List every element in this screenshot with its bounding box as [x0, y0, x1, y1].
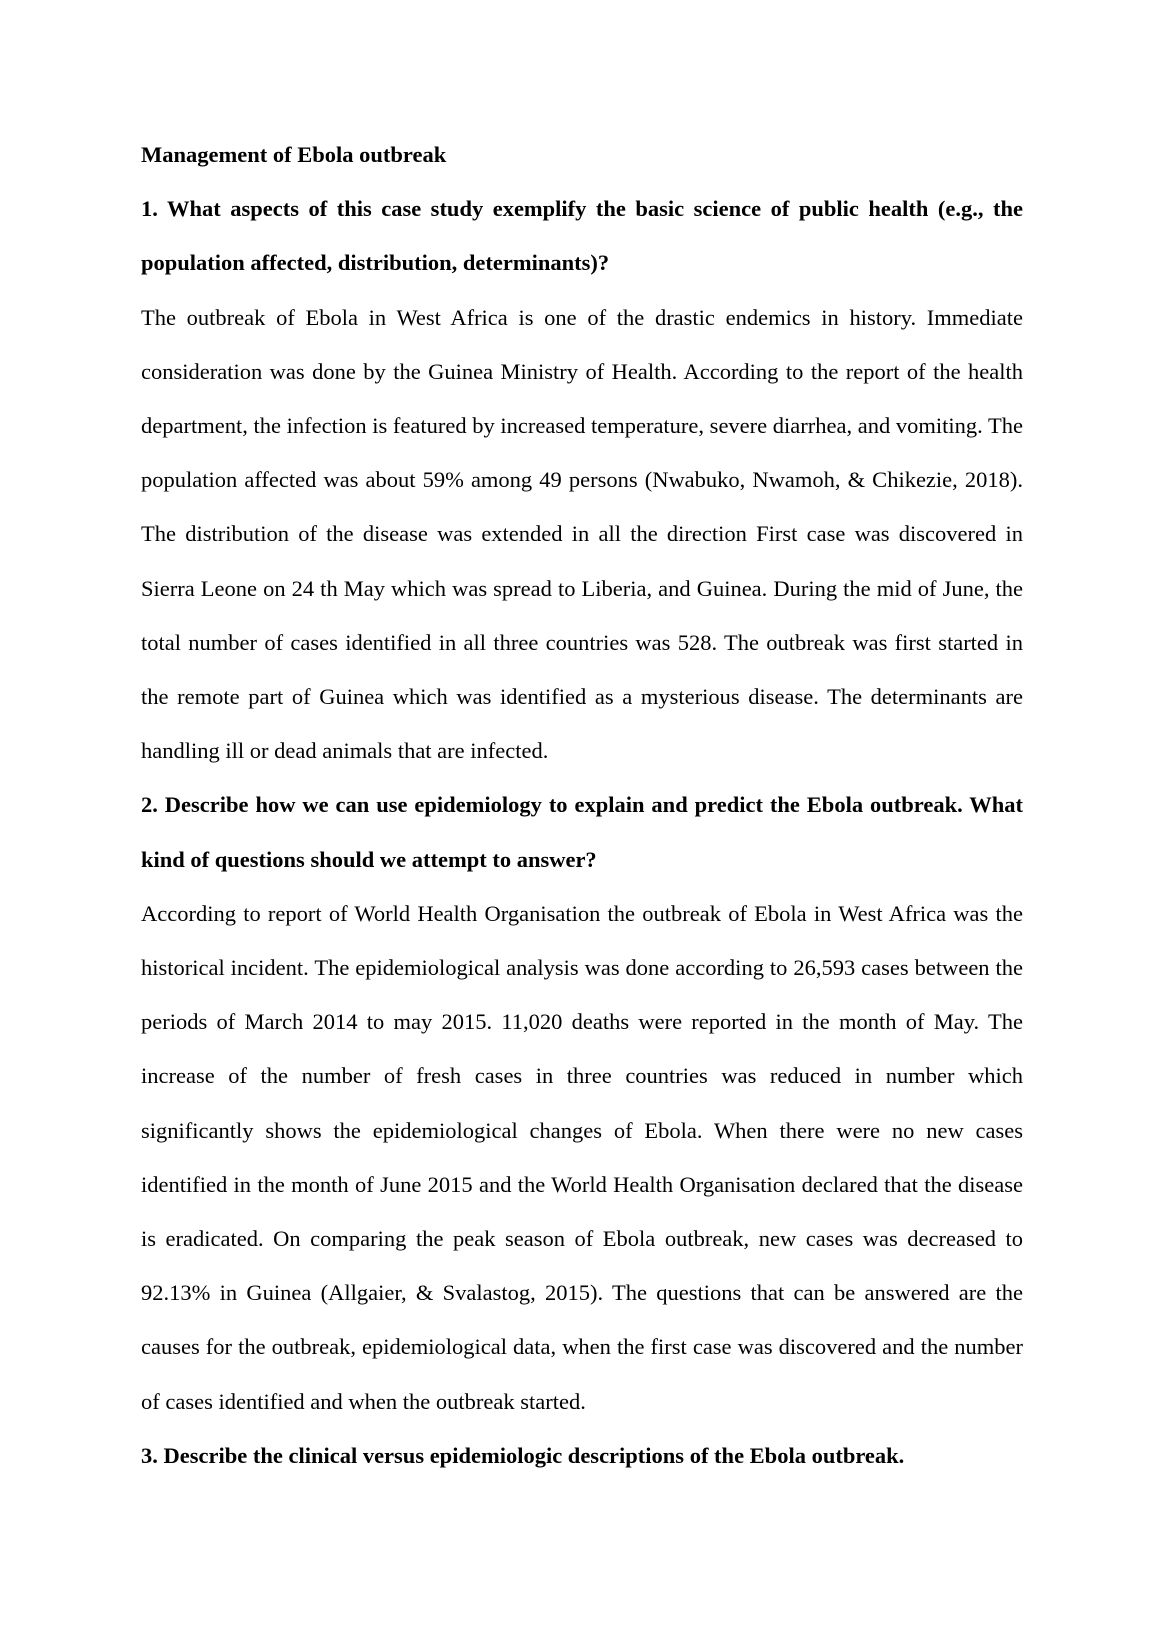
answer-2: According to report of World Health Organisation the outbreak of Ebola in West Africa was the historical incident. The epidemiological analysis was done according to 26,593 cases between the periods of March 2014 to may 2015. 11,020 deaths were reported in the month of May. The increase of the number of fresh cases in three countries was reduced in number which significantly shows the epidemiological changes of Ebola. When there were no new cases identified in the month of June 2015 and the World Health Organisation declared that the disease is eradicated. On comparing the peak season of Ebola outbreak, new cases was decreased to 92.13% in Guinea (Allgaier, & Svalastog, 2015). The questions that can be answered are the causes for the outbreak, epidemiological data, when the first case was discovered and the number of cases identified and when the outbreak started.	[141, 900, 1023, 1414]
answer-1: The outbreak of Ebola in West Africa is one of the drastic endemics in history. Immediate consideration was done by the Guinea Ministry of Health. According to the report of the health department, the infection is featured by increased temperature, severe diarrhea, and vomiting. The population affected was about 59% among 49 persons (Nwabuko, Nwamoh, & Chikezie, 2018). The distribution of the disease was extended in all the direction First case was discovered in Sierra Leone on 24 th May which was spread to Liberia, and Guinea. During the mid of June, the total number of cases identified in all three countries was 528. The outbreak was first started in the remote part of Guinea which was identified as a mysterious disease. The determinants are handling ill or dead animals that are infected.	[141, 304, 1023, 764]
question-3: 3. Describe the clinical versus epidemiologic descriptions of the Ebola outbreak.	[141, 1442, 905, 1468]
document-page	[141, 128, 1023, 1483]
document-title: Management of Ebola outbreak	[141, 142, 447, 167]
question-1: 1. What aspects of this case study exemplify the basic science of public health (e.g., the population affected, distribution, determinants)?	[141, 196, 1023, 276]
question-2: 2. Describe how we can use epidemiology to explain and predict the Ebola outbreak. What kind of questions should we attempt to answer?	[141, 792, 1023, 872]
